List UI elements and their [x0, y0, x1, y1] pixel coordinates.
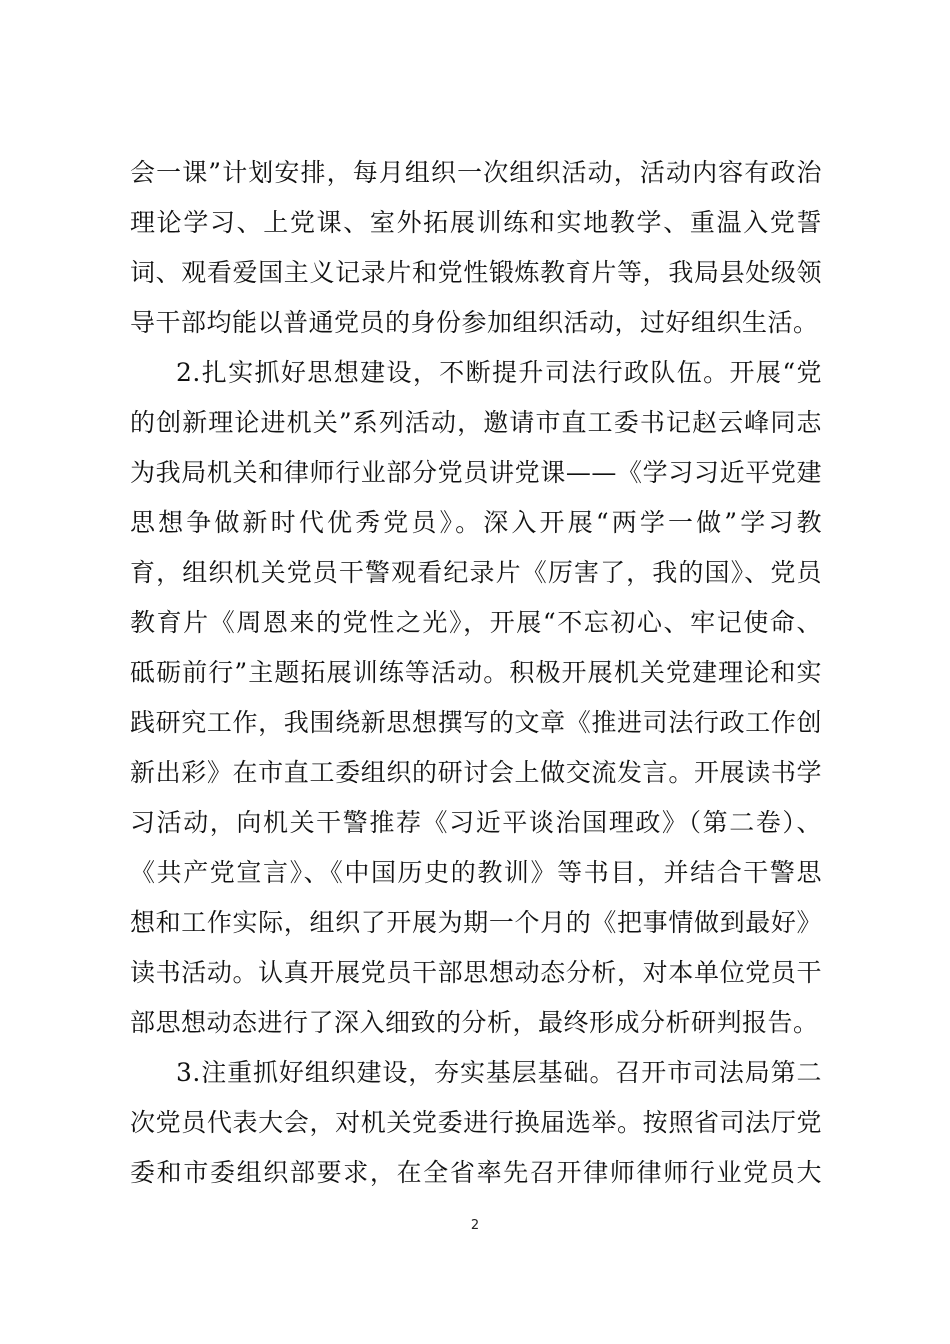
text-line: 新出彩》在市直工委组织的研讨会上做交流发言。开展读书学	[130, 758, 822, 787]
text-line: 践研究工作，我围绕新思想撰写的文章《推进司法行政工作创	[130, 708, 822, 737]
document-body	[130, 148, 822, 1198]
text-line: 词、观看爱国主义记录片和党性锻炼教育片等，我局县处级领	[130, 258, 822, 287]
text-line: 导干部均能以普通党员的身份参加组织活动，过好组织生活。	[130, 308, 819, 337]
text-line: 会一课”计划安排，每月组织一次组织活动，活动内容有政治	[130, 158, 822, 187]
text-line: 理论学习、上党课、室外拓展训练和实地教学、重温入党誓	[130, 208, 822, 237]
text-line: 育，组织机关党员干警观看纪录片《厉害了，我的国》、党员	[130, 558, 822, 587]
text-line: 《共产党宣言》、《中国历史的教训》等书目，并结合干警思	[130, 858, 822, 887]
text-line: 委和市委组织部要求，在全省率先召开律师律师行业党员大	[130, 1158, 822, 1187]
text-line: 习活动，向机关干警推荐《习近平谈治国理政》（第二卷）、	[130, 808, 822, 837]
text-line: 为我局机关和律师行业部分党员讲党课——《学习习近平党建	[130, 458, 822, 487]
text-line: 想和工作实际，组织了开展为期一个月的《把事情做到最好》	[130, 908, 822, 937]
text-line: 部思想动态进行了深入细致的分析，最终形成分析研判报告。	[130, 1008, 819, 1037]
text-line: 3.注重抓好组织建设，夯实基层基础。召开市司法局第二	[176, 1058, 822, 1087]
page-number: 2	[470, 1218, 480, 1233]
text-line: 砥砺前行”主题拓展训练等活动。积极开展机关党建理论和实	[130, 658, 822, 687]
text-line: 次党员代表大会，对机关党委进行换届选举。按照省司法厅党	[130, 1108, 822, 1137]
text-line: 读书活动。认真开展党员干部思想动态分析，对本单位党员干	[130, 958, 822, 987]
text-line: 思想争做新时代优秀党员》。深入开展“两学一做”学习教	[130, 508, 822, 537]
text-line: 2.扎实抓好思想建设，不断提升司法行政队伍。开展“党	[176, 358, 822, 387]
text-line: 教育片《周恩来的党性之光》，开展“不忘初心、牢记使命、	[130, 608, 822, 637]
text-line: 的创新理论进机关”系列活动，邀请市直工委书记赵云峰同志	[130, 408, 822, 437]
